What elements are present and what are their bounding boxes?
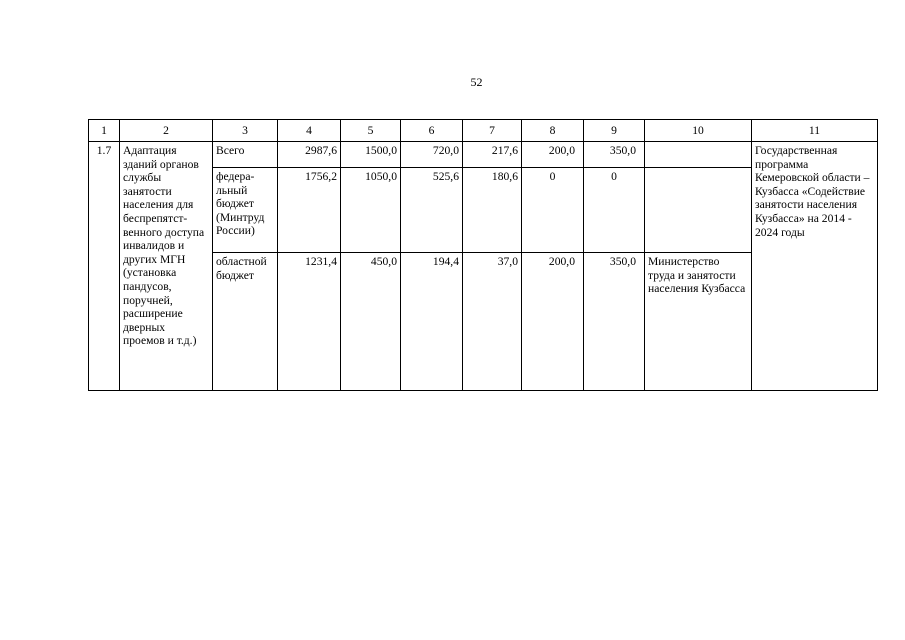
header-cell: 4 bbox=[278, 120, 341, 142]
cell-year-value: 350,0 bbox=[584, 253, 645, 391]
cell-year-value: 350,0 bbox=[584, 142, 645, 168]
header-cell: 1 bbox=[89, 120, 120, 142]
header-cell: 3 bbox=[213, 120, 278, 142]
cell-total: 2987,6 bbox=[278, 142, 341, 168]
page-number: 52 bbox=[470, 75, 483, 89]
funding-source: Всего bbox=[213, 142, 278, 168]
cell-year-value: 0 bbox=[584, 168, 645, 253]
cell-year-value: 450,0 bbox=[341, 253, 401, 391]
cell-year-value: 0 bbox=[522, 168, 584, 253]
header-cell: 11 bbox=[752, 120, 878, 142]
cell-year-value: 525,6 bbox=[401, 168, 463, 253]
program-name: Государственная программа Кемеровской области – Кузбасса «Содействие занятости населения Кузбасса» на 2014 - 2024 годы bbox=[752, 142, 878, 391]
cell-year-value: 37,0 bbox=[463, 253, 522, 391]
header-cell: 7 bbox=[463, 120, 522, 142]
cell-year-value: 194,4 bbox=[401, 253, 463, 391]
funding-source: федера-льный бюджет (Минтруд России) bbox=[213, 168, 278, 253]
executor bbox=[645, 142, 752, 168]
item-name: Адаптация зданий органов службы занятости населения для беспрепятст-венного доступа инвалидов и других МГН (установка пандусов, поручней, расширение дверных проемов и т.д.) bbox=[120, 142, 213, 391]
cell-year-value: 200,0 bbox=[522, 142, 584, 168]
cell-year-value: 217,6 bbox=[463, 142, 522, 168]
cell-year-value: 180,6 bbox=[463, 168, 522, 253]
executor: Министерство труда и занятости населения Кузбасса bbox=[645, 253, 752, 391]
funding-source: областной бюджет bbox=[213, 253, 278, 391]
header-cell: 10 bbox=[645, 120, 752, 142]
header-cell: 5 bbox=[341, 120, 401, 142]
cell-year-value: 1050,0 bbox=[341, 168, 401, 253]
item-number: 1.7 bbox=[89, 142, 120, 391]
header-cell: 9 bbox=[584, 120, 645, 142]
header-cell: 6 bbox=[401, 120, 463, 142]
cell-total: 1756,2 bbox=[278, 168, 341, 253]
header-row bbox=[89, 120, 878, 142]
table-row bbox=[89, 142, 878, 168]
cell-year-value: 1500,0 bbox=[341, 142, 401, 168]
header-cell: 8 bbox=[522, 120, 584, 142]
executor bbox=[645, 168, 752, 253]
budget-table bbox=[88, 119, 878, 391]
cell-year-value: 720,0 bbox=[401, 142, 463, 168]
cell-year-value: 200,0 bbox=[522, 253, 584, 391]
cell-total: 1231,4 bbox=[278, 253, 341, 391]
header-cell: 2 bbox=[120, 120, 213, 142]
